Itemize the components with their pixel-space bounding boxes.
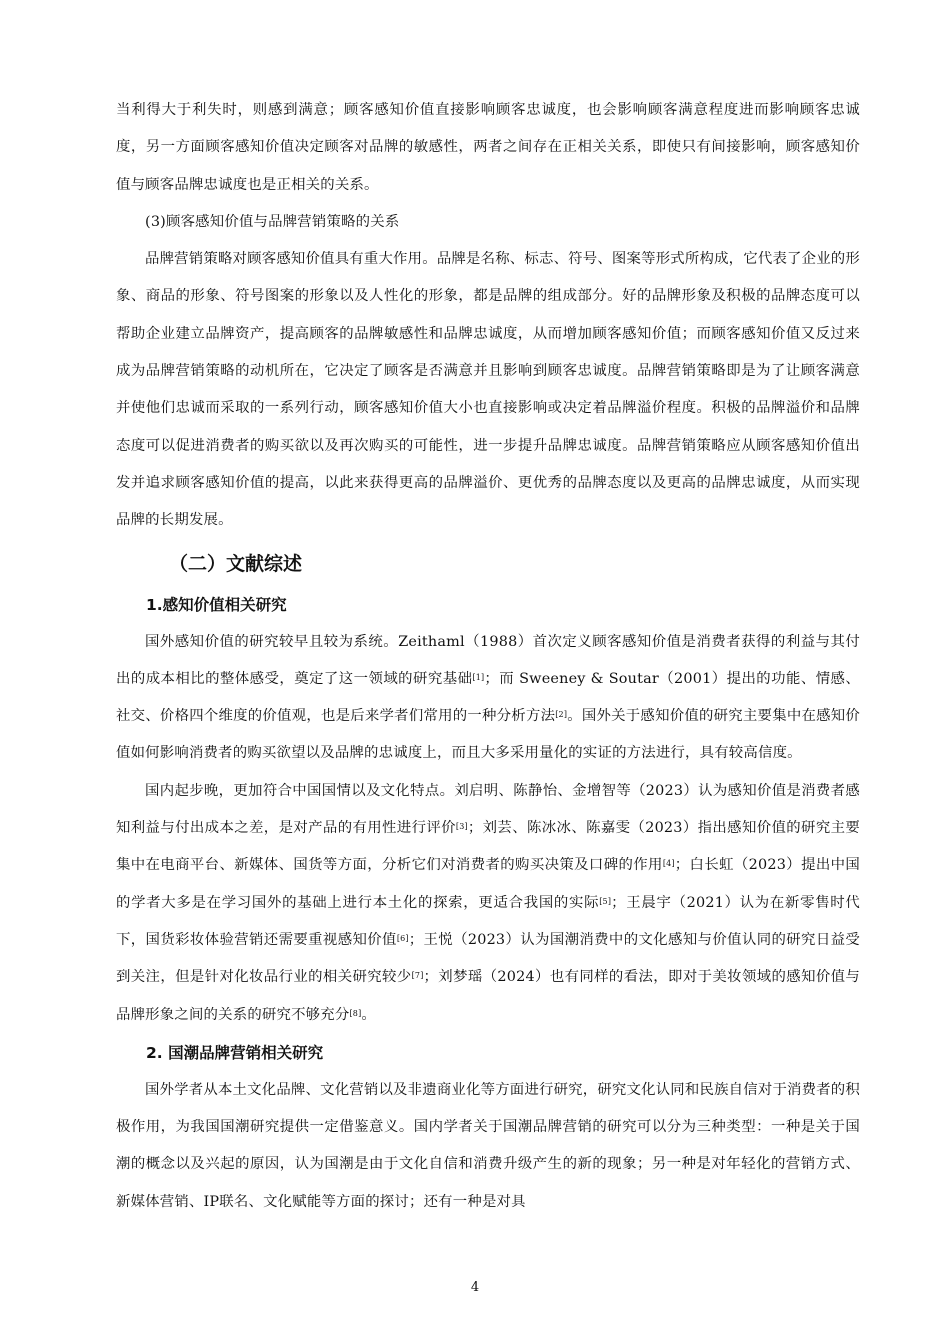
paragraph-text: ；白长虹（2023）提出中国的学者大多是在学习国外的基础上进行本土化的探索，更适合我国的实际	[116, 857, 860, 911]
citation-ref-6: [6]	[396, 933, 409, 943]
paragraph-text: 国内起步晚，更加符合中国国情以及文化特点。刘启明、陈静怡、金增智等（2023）认为感知价值是消费者感知利益与付出成本之差，是对产品的有用性进行评价	[116, 782, 860, 837]
paragraph-text: ；而 Sweeney & Soutar（2001）提出的功能、情感、社交、价格四个维度的价值观，也是后来学者们常用的一种分析方法	[116, 670, 860, 725]
citation-ref-7: [7]	[411, 971, 424, 981]
paragraph-guochao-research: 国外学者从本土文化品牌、文化营销以及非遗商业化等方面进行研究，研究文化认同和民族自信对于消费者的积极作用，为我国国潮研究提供一定借鉴意义。国内学者关于国潮品牌营销的研究可以分为三种类型：一种是关于国潮的概念以及兴起的原因，认为国潮是由于文化自信和消费升级产生的新的现象；另一种是对年轻化的营销方式、新媒体营销、IP联名、文化赋能等方面的探讨；还有一种是对具	[116, 1081, 860, 1210]
subsection-heading-guochao-marketing: 2. 国潮品牌营销相关研究	[146, 1043, 324, 1062]
page-body	[116, 92, 860, 1221]
citation-ref-2: [2]	[555, 710, 568, 720]
citation-ref-3: [3]	[455, 822, 468, 832]
paragraph-brand-strategy: 品牌营销策略对顾客感知价值具有重大作用。品牌是名称、标志、符号、图案等形式所构成，它代表了企业的形象、商品的形象、符号图案的形象以及人性化的形象，都是品牌的组成部分。好的品牌形象及积极的品牌态度可以帮助企业建立品牌资产，提高顾客的品牌敏感性和品牌忠诚度，从而增加顾客感知价值；而顾客感知价值又反过来成为品牌营销策略的动机所在，它决定了顾客是否满意并且影响到顾客忠诚度。品牌营销策略即是为了让顾客满意并使他们忠诚而采取的一系列行动，顾客感知价值大小也直接影响或决定着品牌溢价程度。积极的品牌溢价和品牌态度可以促进消费者的购买欲以及再次购买的可能性，进一步提升品牌忠诚度。品牌营销策略应从顾客感知价值出发并追求顾客感知价值的提高，以此来获得更高的品牌溢价、更优秀的品牌态度以及更高的品牌忠诚度，从而实现品牌的长期发展。	[116, 251, 860, 529]
citation-ref-5: [5]	[599, 896, 612, 906]
citation-ref-8: [8]	[349, 1008, 362, 1018]
subsection-heading-perceived-value: 1.感知价值相关研究	[146, 595, 287, 614]
paragraph-text: ；刘芸、陈冰冰、陈嘉雯（2023）指出感知价值的研究主要集中在电商平台、新媒体、国货等方面，分析它们对消费者的购买决策及口碑的作用	[116, 820, 860, 874]
paragraph-text: ；王晨宇（2021）认为在新零售时代下，国货彩妆体验营销还需要重视感知价值	[116, 894, 860, 948]
paragraph-text: 。国外关于感知价值的研究主要集中在感知价值如何影响消费者的购买欲望以及品牌的忠诚度上，而且大多采用量化的实证的方法进行，具有较高信度。	[116, 708, 860, 762]
citation-ref-4: [4]	[662, 859, 675, 869]
paragraph-domestic-research	[116, 773, 860, 1034]
list-item-heading-3: (3)顾客感知价值与品牌营销策略的关系	[145, 213, 400, 230]
paragraph-text: ；王悦（2023）认为国潮消费中的文化感知与价值认同的研究日益受到关注，但是针对化妆品行业的相关研究较少	[116, 931, 860, 986]
paragraph-foreign-research	[116, 624, 860, 773]
paragraph-text: ；刘梦瑶（2024）也有同样的看法，即对于美妆领域的感知价值与品牌形象之间的关系的研究不够充分	[116, 969, 860, 1023]
paragraph-continuation: 当利得大于利失时，则感到满意；顾客感知价值直接影响顾客忠诚度，也会影响顾客满意程度进而影响顾客忠诚度，另一方面顾客感知价值决定顾客对品牌的敏感性，两者之间存在正相关关系，即使只有间接影响，顾客感知价值与顾客品牌忠诚度也是正相关的关系。	[116, 102, 860, 193]
citation-ref-1: [1]	[472, 672, 485, 682]
section-heading-literature-review: （二）文献综述	[169, 552, 303, 575]
page-number: 4	[470, 1280, 480, 1295]
paragraph-text: 。	[361, 1006, 376, 1023]
paragraph-text: 国外感知价值的研究较早且较为系统。Zeithaml（1988）首次定义顾客感知价值是消费者获得的利益与其付出的成本相比的整体感受，奠定了这一领域的研究基础	[116, 633, 860, 687]
